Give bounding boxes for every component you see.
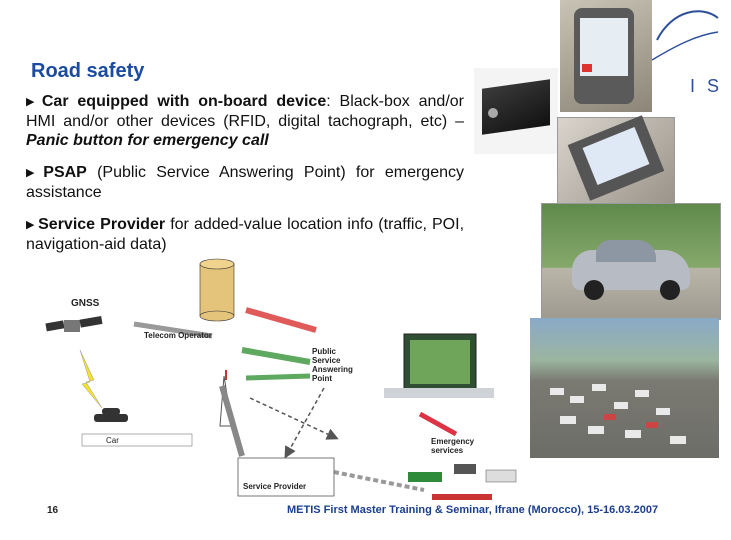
arrow-tower-psap [246, 376, 310, 378]
bullet-lead: PSAP [43, 164, 87, 181]
bullet-lead: Car equipped with on-board device [41, 93, 327, 110]
arrow-tower-sp [222, 386, 242, 456]
bullet-text: for added-value location info (traffic, POI, navigation-aid data) [26, 216, 465, 253]
emergency-vehicles-icon [408, 464, 516, 500]
page-number: 16 [47, 505, 59, 516]
architecture-diagram [24, 258, 524, 508]
pda-photo [560, 0, 652, 112]
slide-title: Road safety [31, 60, 145, 82]
arrow-db-psap [246, 310, 316, 330]
logo-text: IS [690, 76, 731, 96]
bullet-emphasis: Panic button for emergency call [26, 132, 269, 149]
traffic-photo [530, 318, 719, 458]
bullet-list [26, 92, 464, 267]
arrow-telecom-psap [242, 350, 310, 362]
traffic-cars-icon [530, 318, 719, 458]
telecom-operator-label: Telecom Operator [144, 331, 212, 340]
emergency-services-label: Emergency services [431, 437, 475, 455]
arrow-tower-psap-dashed [250, 398, 336, 438]
gnss-label: GNSS [71, 298, 100, 309]
blackbox-photo [474, 68, 558, 154]
bullet-item-service-provider [26, 215, 464, 254]
bullet-arrow-icon: ▶ [26, 96, 39, 108]
bullet-item-car [26, 92, 464, 150]
logo [652, 0, 731, 112]
footer-text: METIS First Master Training & Seminar, Ifrane (Morocco), 15-16.03.2007 [287, 504, 659, 516]
bullet-arrow-icon: ▶ [26, 219, 36, 231]
bullet-text: (Public Service Answering Point) for emergency assistance [26, 164, 464, 201]
phone-photo [557, 117, 675, 204]
car-icon [94, 408, 128, 422]
bullet-text: : Black-box and/or HMI and/or other devices (RFID, digital tachograph, etc) – [26, 93, 464, 130]
computer-icon [384, 334, 494, 398]
car-label-box [82, 434, 192, 446]
bullet-item-psap [26, 163, 464, 202]
bullet-lead: Service Provider [38, 216, 166, 233]
car-label: Car [106, 436, 119, 445]
lightning-icon [80, 350, 102, 408]
service-provider-label: Service Provider [243, 482, 307, 491]
bullet-arrow-icon: ▶ [26, 167, 41, 179]
car-photo [541, 203, 721, 320]
database-cylinder-icon [200, 259, 234, 321]
satellite-icon [45, 316, 102, 332]
arrow-psap-sp-dashed [286, 388, 324, 456]
arrow-psap-emergency [420, 414, 456, 434]
psap-label: Public Service Answering Point [312, 347, 353, 383]
